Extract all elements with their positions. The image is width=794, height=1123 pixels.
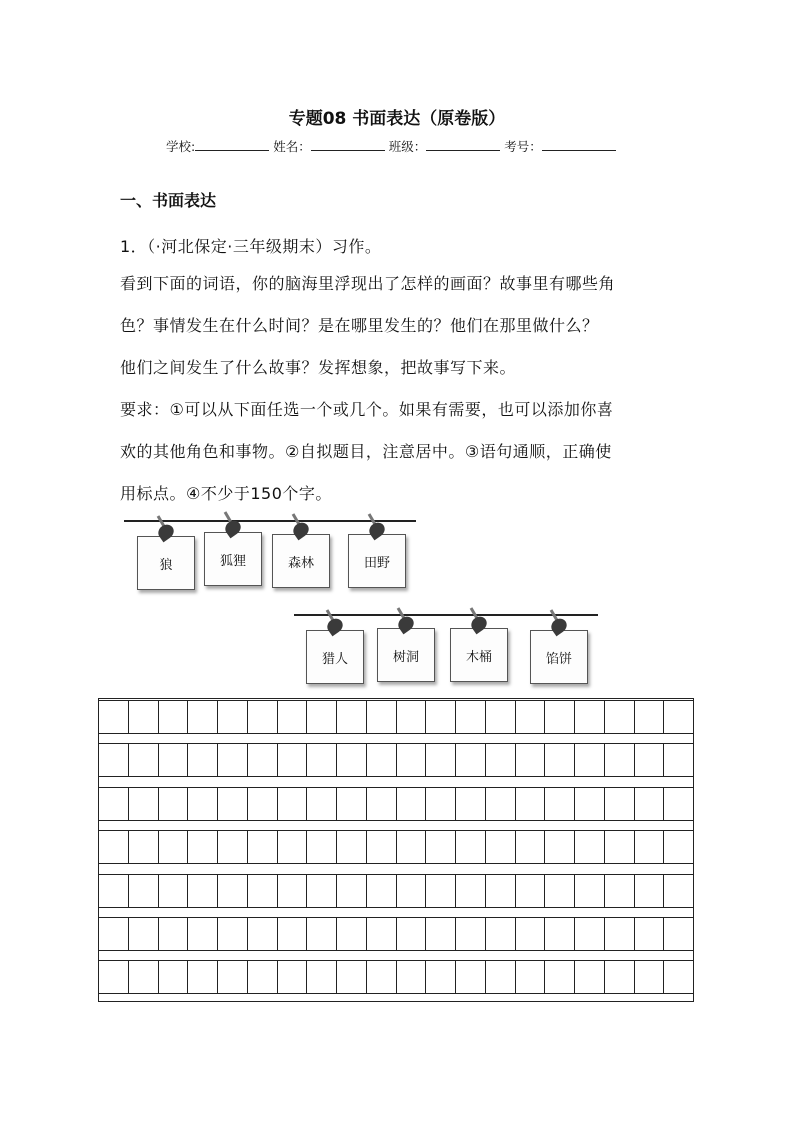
- grid-cell[interactable]: [248, 917, 278, 951]
- grid-cell[interactable]: [159, 960, 189, 994]
- grid-cell[interactable]: [575, 830, 605, 864]
- grid-cell[interactable]: [664, 874, 693, 908]
- question-body: [120, 263, 690, 389]
- grid-cell[interactable]: [605, 830, 635, 864]
- grid-cell[interactable]: [486, 830, 516, 864]
- grid-cell[interactable]: [545, 743, 575, 777]
- grid-cell[interactable]: [575, 787, 605, 821]
- grid-cell[interactable]: [516, 787, 546, 821]
- grid-cell[interactable]: [635, 743, 665, 777]
- grid-cell[interactable]: [426, 874, 456, 908]
- grid-cell[interactable]: [545, 874, 575, 908]
- class-label: 班级：: [388, 139, 427, 154]
- word-card-wolf: [137, 536, 195, 590]
- section-heading: 一、书面表达: [120, 191, 217, 210]
- grid-cell[interactable]: [486, 700, 516, 734]
- grid-cell[interactable]: [188, 830, 218, 864]
- grid-cell[interactable]: [159, 787, 189, 821]
- grid-cell[interactable]: [605, 787, 635, 821]
- grid-cell[interactable]: [367, 700, 397, 734]
- grid-cell[interactable]: [129, 960, 159, 994]
- grid-cell[interactable]: [426, 960, 456, 994]
- clip-icon: [324, 616, 345, 637]
- word-card-label: 田野: [363, 555, 390, 571]
- clip-icon: [366, 520, 387, 541]
- grid-cell[interactable]: [129, 743, 159, 777]
- grid-cell[interactable]: [307, 874, 337, 908]
- grid-cell[interactable]: [99, 960, 129, 994]
- grid-cell[interactable]: [456, 700, 486, 734]
- grid-cell[interactable]: [664, 700, 693, 734]
- grid-cell[interactable]: [129, 917, 159, 951]
- grid-cell[interactable]: [664, 830, 693, 864]
- grid-cell[interactable]: [635, 700, 665, 734]
- grid-cell[interactable]: [307, 787, 337, 821]
- grid-cell[interactable]: [159, 700, 189, 734]
- word-card-label: 馅饼: [545, 651, 572, 667]
- grid-cell[interactable]: [278, 917, 308, 951]
- grid-cell[interactable]: [307, 743, 337, 777]
- grid-cell[interactable]: [397, 917, 427, 951]
- grid-cell[interactable]: [575, 700, 605, 734]
- grid-cell[interactable]: [635, 830, 665, 864]
- grid-cell[interactable]: [456, 830, 486, 864]
- grid-cell[interactable]: [248, 743, 278, 777]
- grid-cell[interactable]: [99, 787, 129, 821]
- word-card-label: 狐狸: [219, 553, 246, 569]
- word-card-forest: [272, 534, 330, 588]
- school-label: 学校:: [166, 139, 196, 154]
- grid-cell[interactable]: [426, 917, 456, 951]
- grid-cell[interactable]: [278, 700, 308, 734]
- requirement-line: 要求：①可以从下面任选一个或几个。如果有需要，也可以添加你喜: [120, 400, 614, 419]
- grid-cell[interactable]: [635, 917, 665, 951]
- grid-cell[interactable]: [99, 917, 129, 951]
- grid-cell[interactable]: [218, 743, 248, 777]
- clip-icon: [290, 520, 311, 541]
- grid-cell[interactable]: [605, 917, 635, 951]
- grid-cell[interactable]: [99, 830, 129, 864]
- grid-cell[interactable]: [367, 874, 397, 908]
- grid-cell[interactable]: [367, 787, 397, 821]
- grid-cell[interactable]: [248, 787, 278, 821]
- grid-cell[interactable]: [278, 960, 308, 994]
- grid-cell[interactable]: [575, 743, 605, 777]
- grid-cell[interactable]: [129, 874, 159, 908]
- grid-cell[interactable]: [516, 830, 546, 864]
- grid-cell[interactable]: [278, 830, 308, 864]
- grid-cell[interactable]: [248, 700, 278, 734]
- grid-cell[interactable]: [635, 787, 665, 821]
- grid-cell[interactable]: [664, 787, 693, 821]
- grid-cell[interactable]: [397, 960, 427, 994]
- grid-cell[interactable]: [367, 917, 397, 951]
- name-label: 姓名：: [273, 139, 311, 154]
- grid-cell[interactable]: [605, 960, 635, 994]
- grid-cell[interactable]: [605, 743, 635, 777]
- grid-row: [99, 787, 693, 821]
- grid-cell[interactable]: [367, 743, 397, 777]
- grid-cell[interactable]: [337, 960, 367, 994]
- grid-cell[interactable]: [397, 743, 427, 777]
- grid-cell[interactable]: [456, 787, 486, 821]
- grid-cell[interactable]: [337, 743, 367, 777]
- grid-cell[interactable]: [218, 787, 248, 821]
- grid-cell[interactable]: [575, 960, 605, 994]
- grid-cell[interactable]: [605, 700, 635, 734]
- grid-cell[interactable]: [188, 917, 218, 951]
- grid-cell[interactable]: [307, 830, 337, 864]
- question-body-line: 看到下面的词语，你的脑海里浮现出了怎样的画面？故事里有哪些角: [120, 274, 616, 293]
- school-blank[interactable]: [195, 138, 269, 151]
- grid-cell[interactable]: [367, 960, 397, 994]
- question-body-line: 色？事情发生在什么时间？是在哪里发生的？他们在那里做什么？: [120, 316, 599, 335]
- grid-cell[interactable]: [129, 787, 159, 821]
- grid-cell[interactable]: [545, 700, 575, 734]
- word-card-pie: [530, 630, 588, 684]
- grid-cell[interactable]: [486, 874, 516, 908]
- word-card-hunter: [306, 630, 364, 684]
- grid-cell[interactable]: [575, 917, 605, 951]
- grid-cell[interactable]: [218, 917, 248, 951]
- grid-cell[interactable]: [188, 960, 218, 994]
- grid-cell[interactable]: [278, 787, 308, 821]
- grid-cell[interactable]: [99, 700, 129, 734]
- word-card-label: 木桶: [465, 649, 492, 665]
- grid-cell[interactable]: [159, 830, 189, 864]
- grid-cell[interactable]: [456, 917, 486, 951]
- grid-cell[interactable]: [664, 960, 693, 994]
- grid-cell[interactable]: [99, 743, 129, 777]
- requirement-line: 欢的其他角色和事物。②自拟题目，注意居中。③语句通顺，正确使: [120, 442, 612, 461]
- grid-cell[interactable]: [545, 917, 575, 951]
- grid-cell[interactable]: [248, 960, 278, 994]
- grid-cell[interactable]: [545, 830, 575, 864]
- grid-row: [99, 743, 693, 777]
- word-card-label: 树洞: [392, 649, 419, 665]
- clip-icon: [468, 614, 489, 635]
- grid-cell[interactable]: [278, 743, 308, 777]
- grid-cell[interactable]: [516, 743, 546, 777]
- grid-cell[interactable]: [397, 874, 427, 908]
- grid-cell[interactable]: [635, 960, 665, 994]
- exam-number-label: 考号：: [504, 139, 542, 154]
- grid-cell[interactable]: [188, 787, 218, 821]
- grid-row: [99, 960, 693, 994]
- class-blank[interactable]: [426, 138, 500, 151]
- word-card-tree-hole: [377, 628, 435, 682]
- grid-cell[interactable]: [397, 700, 427, 734]
- grid-cell[interactable]: [307, 960, 337, 994]
- writing-grid: [98, 698, 694, 1002]
- word-card-label: 猎人: [321, 651, 348, 667]
- grid-cell[interactable]: [248, 874, 278, 908]
- grid-cell[interactable]: [159, 874, 189, 908]
- grid-cell[interactable]: [337, 830, 367, 864]
- grid-cell[interactable]: [545, 960, 575, 994]
- page-title: 专题08 书面表达（原卷版）: [288, 109, 506, 129]
- name-blank[interactable]: [311, 138, 385, 151]
- grid-cell[interactable]: [486, 960, 516, 994]
- requirement-line: 用标点。④不少于150个字。: [120, 484, 332, 503]
- grid-cell[interactable]: [605, 874, 635, 908]
- clip-icon: [548, 616, 569, 637]
- grid-cell[interactable]: [337, 874, 367, 908]
- grid-cell[interactable]: [456, 743, 486, 777]
- grid-cell[interactable]: [486, 917, 516, 951]
- grid-cell[interactable]: [218, 700, 248, 734]
- grid-cell[interactable]: [516, 917, 546, 951]
- grid-cell[interactable]: [188, 743, 218, 777]
- question-requirements: [120, 389, 690, 515]
- grid-cell[interactable]: [99, 874, 129, 908]
- grid-row: [99, 830, 693, 864]
- grid-cell[interactable]: [278, 874, 308, 908]
- student-info-line: [166, 137, 616, 155]
- grid-cell[interactable]: [516, 874, 546, 908]
- grid-cell[interactable]: [426, 830, 456, 864]
- grid-cell[interactable]: [545, 787, 575, 821]
- grid-cell[interactable]: [635, 874, 665, 908]
- grid-cell[interactable]: [218, 830, 248, 864]
- grid-cell[interactable]: [188, 700, 218, 734]
- grid-cell[interactable]: [129, 830, 159, 864]
- grid-cell[interactable]: [456, 874, 486, 908]
- grid-cell[interactable]: [248, 830, 278, 864]
- grid-cell[interactable]: [307, 917, 337, 951]
- grid-cell[interactable]: [218, 960, 248, 994]
- question-body-line: 他们之间发生了什么故事？发挥想象，把故事写下来。: [120, 358, 517, 377]
- grid-cell[interactable]: [486, 787, 516, 821]
- grid-cell[interactable]: [516, 960, 546, 994]
- grid-cell[interactable]: [159, 917, 189, 951]
- grid-cell[interactable]: [486, 743, 516, 777]
- grid-cell[interactable]: [307, 700, 337, 734]
- word-card-label: 森林: [287, 555, 314, 571]
- word-card-bucket: [450, 628, 508, 682]
- clip-icon: [155, 522, 176, 543]
- grid-cell[interactable]: [188, 874, 218, 908]
- grid-cell[interactable]: [397, 830, 427, 864]
- word-card-fox: [204, 532, 262, 586]
- grid-cell[interactable]: [516, 700, 546, 734]
- grid-cell[interactable]: [664, 917, 693, 951]
- grid-cell[interactable]: [575, 874, 605, 908]
- grid-cell[interactable]: [397, 787, 427, 821]
- grid-cell[interactable]: [337, 700, 367, 734]
- grid-cell[interactable]: [426, 787, 456, 821]
- grid-cell[interactable]: [218, 874, 248, 908]
- question-heading: 1．（·河北保定·三年级期末）习作。: [120, 237, 382, 256]
- grid-cell[interactable]: [456, 960, 486, 994]
- grid-row: [99, 700, 693, 734]
- grid-cell[interactable]: [367, 830, 397, 864]
- grid-row: [99, 917, 693, 951]
- grid-cell[interactable]: [426, 743, 456, 777]
- grid-cell[interactable]: [664, 743, 693, 777]
- grid-row: [99, 874, 693, 908]
- grid-cell[interactable]: [337, 787, 367, 821]
- grid-cell[interactable]: [337, 917, 367, 951]
- grid-cell[interactable]: [129, 700, 159, 734]
- grid-cell[interactable]: [426, 700, 456, 734]
- grid-cell[interactable]: [159, 743, 189, 777]
- word-card-field: [348, 534, 406, 588]
- clip-icon: [395, 614, 416, 635]
- exam-number-blank[interactable]: [542, 138, 616, 151]
- word-card-label: 狼: [159, 557, 173, 573]
